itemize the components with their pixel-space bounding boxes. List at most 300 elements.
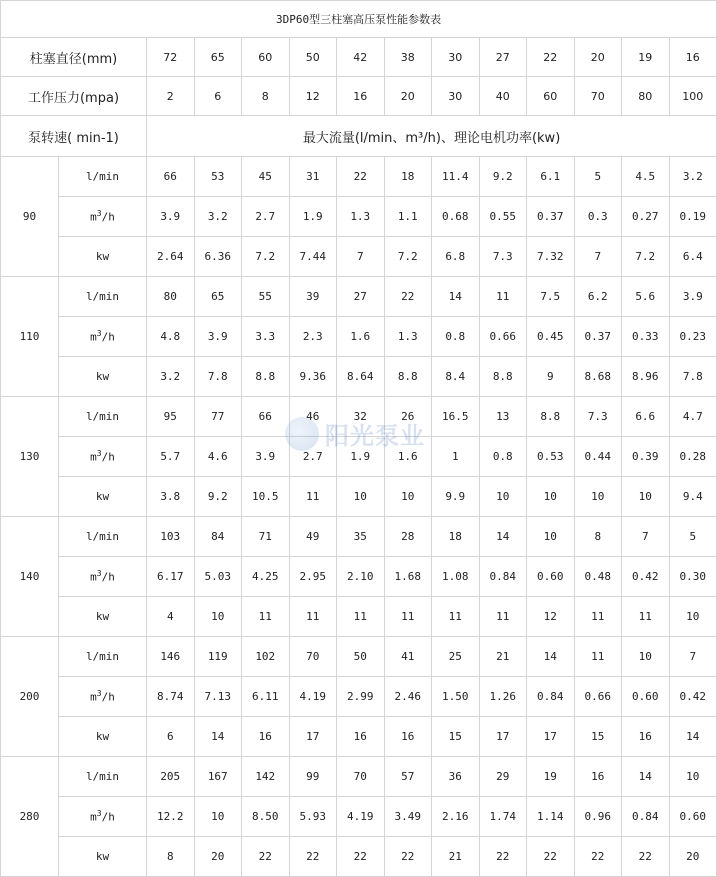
plunger-diameter-value: 50 [289,38,337,77]
table-cell: 21 [432,837,480,877]
table-cell: 11 [337,597,385,637]
table-cell: 3.9 [147,197,195,237]
table-cell: 0.66 [574,677,622,717]
table-cell: 8 [147,837,195,877]
table-cell: 11 [242,597,290,637]
unit-m3h-base: m [90,570,97,584]
table-cell: 10 [527,517,575,557]
working-pressure-value: 2 [147,77,195,116]
table-cell: 84 [194,517,242,557]
working-pressure-value: 100 [669,77,717,116]
table-cell: 8.8 [242,357,290,397]
table-cell: 11 [574,637,622,677]
table-cell: 50 [337,637,385,677]
table-cell: 7.3 [479,237,527,277]
table-cell: 7 [337,237,385,277]
unit-lmin: l/min [59,277,147,317]
table-row [1,797,717,837]
table-cell: 5.93 [289,797,337,837]
unit-m3h-base: m [90,690,97,704]
table-cell: 17 [527,717,575,757]
table-cell: 16 [242,717,290,757]
table-cell: 0.96 [574,797,622,837]
table-cell: 55 [242,277,290,317]
table-cell: 20 [669,837,717,877]
table-cell: 7 [622,517,670,557]
working-pressure-value: 40 [479,77,527,116]
table-cell: 10 [479,477,527,517]
table-cell: 0.19 [669,197,717,237]
table-cell: 11 [289,477,337,517]
unit-m3h [59,317,147,357]
table-cell: 3.9 [669,277,717,317]
plunger-diameter-value: 65 [194,38,242,77]
table-cell: 142 [242,757,290,797]
table-cell: 0.37 [574,317,622,357]
table-cell: 8.8 [527,397,575,437]
table-title: 3DP60型三柱塞高压泵性能参数表 [1,1,717,38]
pump-speed-value: 200 [1,637,59,757]
table-cell: 5.6 [622,277,670,317]
table-cell: 22 [527,837,575,877]
table-cell: 71 [242,517,290,557]
table-cell: 7.3 [574,397,622,437]
working-pressure-value: 16 [337,77,385,116]
table-row [1,557,717,597]
table-cell: 5.7 [147,437,195,477]
table-cell: 20 [194,837,242,877]
table-cell: 0.60 [527,557,575,597]
working-pressure-label: 工作压力(mpa) [1,77,147,116]
table-cell: 0.48 [574,557,622,597]
table-cell: 49 [289,517,337,557]
unit-kw: kw [59,477,147,517]
table-cell: 16 [622,717,670,757]
plunger-diameter-value: 27 [479,38,527,77]
table-cell: 6.4 [669,237,717,277]
table-cell: 0.3 [574,197,622,237]
table-cell: 0.84 [622,797,670,837]
table-row [1,357,717,397]
table-cell: 8.96 [622,357,670,397]
table-cell: 10.5 [242,477,290,517]
unit-m3h-tail: /h [101,210,115,224]
table-cell: 0.84 [527,677,575,717]
table-cell: 70 [289,637,337,677]
table-row [1,637,717,677]
unit-m3h-base: m [90,810,97,824]
table-cell: 2.10 [337,557,385,597]
table-cell: 0.55 [479,197,527,237]
table-cell: 3.9 [194,317,242,357]
table-cell: 3.2 [147,357,195,397]
table-cell: 10 [384,477,432,517]
unit-m3h [59,797,147,837]
table-cell: 5.03 [194,557,242,597]
table-cell: 8.64 [337,357,385,397]
table-cell: 12.2 [147,797,195,837]
table-cell: 2.95 [289,557,337,597]
table-cell: 8.50 [242,797,290,837]
unit-m3h [59,197,147,237]
table-cell: 10 [337,477,385,517]
table-cell: 53 [194,157,242,197]
table-cell: 99 [289,757,337,797]
table-cell: 8.8 [384,357,432,397]
table-cell: 35 [337,517,385,557]
table-cell: 6.8 [432,237,480,277]
table-row [1,317,717,357]
unit-m3h-tail: /h [101,450,115,464]
table-row [1,597,717,637]
table-cell: 0.60 [669,797,717,837]
table-cell: 14 [669,717,717,757]
table-cell: 1.26 [479,677,527,717]
table-cell: 0.8 [432,317,480,357]
table-cell: 29 [479,757,527,797]
table-cell: 8 [574,517,622,557]
table-cell: 0.27 [622,197,670,237]
table-row [1,837,717,877]
table-cell: 4.8 [147,317,195,357]
table-cell: 2.3 [289,317,337,357]
unit-m3h-sup: 3 [96,569,102,579]
unit-m3h-sup: 3 [96,329,102,339]
table-row [1,517,717,557]
unit-m3h-tail: /h [101,690,115,704]
table-row [1,237,717,277]
speed-header-row [1,116,717,157]
plunger-diameter-value: 72 [147,38,195,77]
table-cell: 0.60 [622,677,670,717]
table-cell: 1.68 [384,557,432,597]
table-cell: 77 [194,397,242,437]
table-cell: 11 [289,597,337,637]
table-cell: 3.2 [194,197,242,237]
table-cell: 1.6 [337,317,385,357]
table-cell: 7.13 [194,677,242,717]
table-cell: 4.7 [669,397,717,437]
working-pressure-value: 20 [384,77,432,116]
table-cell: 10 [622,477,670,517]
pump-speed-value: 110 [1,277,59,397]
table-cell: 6.1 [527,157,575,197]
table-row [1,717,717,757]
table-cell: 103 [147,517,195,557]
table-cell: 22 [622,837,670,877]
table-row [1,157,717,197]
table-cell: 2.7 [289,437,337,477]
table-cell: 10 [574,477,622,517]
working-pressure-value: 70 [574,77,622,116]
table-cell: 2.46 [384,677,432,717]
unit-m3h-sup: 3 [96,809,102,819]
unit-m3h-tail: /h [101,570,115,584]
table-cell: 1.9 [289,197,337,237]
working-pressure-value: 60 [527,77,575,116]
plunger-diameter-value: 20 [574,38,622,77]
unit-m3h [59,557,147,597]
table-cell: 22 [384,837,432,877]
table-cell: 10 [669,757,717,797]
table-cell: 16 [574,757,622,797]
unit-m3h-base: m [90,450,97,464]
unit-m3h-tail: /h [101,330,115,344]
table-cell: 7.2 [384,237,432,277]
table-cell: 22 [289,837,337,877]
table-cell: 22 [574,837,622,877]
pump-speed-value: 90 [1,157,59,277]
table-cell: 1 [432,437,480,477]
table-cell: 26 [384,397,432,437]
table-cell: 7 [574,237,622,277]
table-cell: 6.36 [194,237,242,277]
working-pressure-value: 12 [289,77,337,116]
table-cell: 0.53 [527,437,575,477]
working-pressure-value: 30 [432,77,480,116]
pump-speed-value: 130 [1,397,59,517]
table-cell: 1.9 [337,437,385,477]
table-cell: 70 [337,757,385,797]
table-cell: 66 [147,157,195,197]
working-pressure-row [1,77,717,116]
table-cell: 10 [669,597,717,637]
table-cell: 17 [289,717,337,757]
unit-m3h [59,437,147,477]
table-cell: 1.14 [527,797,575,837]
table-cell: 22 [242,837,290,877]
table-cell: 8.74 [147,677,195,717]
table-row [1,677,717,717]
plunger-diameter-value: 30 [432,38,480,77]
table-cell: 9.2 [194,477,242,517]
unit-m3h-sup: 3 [96,209,102,219]
table-cell: 28 [384,517,432,557]
table-cell: 1.3 [384,317,432,357]
table-cell: 27 [337,277,385,317]
table-body [1,1,717,877]
table-cell: 10 [622,637,670,677]
plunger-diameter-value: 42 [337,38,385,77]
table-cell: 14 [622,757,670,797]
table-cell: 36 [432,757,480,797]
table-cell: 31 [289,157,337,197]
table-cell: 14 [479,517,527,557]
table-row [1,197,717,237]
table-cell: 0.44 [574,437,622,477]
unit-kw: kw [59,717,147,757]
table-cell: 4.5 [622,157,670,197]
unit-kw: kw [59,237,147,277]
unit-lmin: l/min [59,397,147,437]
plunger-diameter-value: 19 [622,38,670,77]
table-cell: 146 [147,637,195,677]
table-cell: 80 [147,277,195,317]
table-cell: 0.45 [527,317,575,357]
table-cell: 14 [194,717,242,757]
table-cell: 7.2 [242,237,290,277]
table-cell: 1.6 [384,437,432,477]
unit-kw: kw [59,597,147,637]
table-cell: 6.17 [147,557,195,597]
table-cell: 102 [242,637,290,677]
plunger-diameter-value: 38 [384,38,432,77]
unit-m3h-sup: 3 [96,449,102,459]
table-cell: 10 [194,797,242,837]
table-cell: 46 [289,397,337,437]
table-cell: 9.2 [479,157,527,197]
table-cell: 3.9 [242,437,290,477]
table-cell: 25 [432,637,480,677]
table-cell: 7.5 [527,277,575,317]
pump-speed-value: 140 [1,517,59,637]
unit-lmin: l/min [59,757,147,797]
table-cell: 1.3 [337,197,385,237]
table-cell: 1.1 [384,197,432,237]
table-cell: 0.68 [432,197,480,237]
table-cell: 1.50 [432,677,480,717]
table-cell: 10 [194,597,242,637]
table-cell: 2.64 [147,237,195,277]
table-row [1,477,717,517]
watermark-text: 阳光泵业 [325,422,425,450]
table-cell: 22 [384,277,432,317]
table-cell: 6.6 [622,397,670,437]
table-cell: 0.28 [669,437,717,477]
table-cell: 57 [384,757,432,797]
unit-lmin: l/min [59,637,147,677]
table-cell: 0.8 [479,437,527,477]
table-cell: 18 [432,517,480,557]
table-cell: 4 [147,597,195,637]
table-cell: 9 [527,357,575,397]
working-pressure-value: 80 [622,77,670,116]
table-cell: 5 [669,517,717,557]
table-cell: 7.8 [669,357,717,397]
table-cell: 5 [574,157,622,197]
table-cell: 11 [432,597,480,637]
table-cell: 0.66 [479,317,527,357]
table-cell: 11.4 [432,157,480,197]
table-cell: 0.33 [622,317,670,357]
table-cell: 3.2 [669,157,717,197]
table-cell: 1.74 [479,797,527,837]
table-cell: 15 [574,717,622,757]
table-cell: 16 [384,717,432,757]
table-cell: 4.6 [194,437,242,477]
unit-m3h [59,677,147,717]
table-cell: 0.84 [479,557,527,597]
table-cell: 2.99 [337,677,385,717]
plunger-diameter-row [1,38,717,77]
working-pressure-value: 6 [194,77,242,116]
table-cell: 4.19 [337,797,385,837]
unit-m3h-base: m [90,330,97,344]
table-cell: 16.5 [432,397,480,437]
table-cell: 16 [337,717,385,757]
table-cell: 4.25 [242,557,290,597]
plunger-diameter-value: 22 [527,38,575,77]
table-cell: 9.4 [669,477,717,517]
flow-power-header: 最大流量(l/min、m³/h)、理论电机功率(kw) [147,116,717,157]
table-cell: 0.42 [669,677,717,717]
plunger-diameter-label: 柱塞直径(mm) [1,38,147,77]
table-cell: 8.4 [432,357,480,397]
table-cell: 205 [147,757,195,797]
plunger-diameter-value: 60 [242,38,290,77]
table-cell: 2.16 [432,797,480,837]
table-cell: 0.23 [669,317,717,357]
table-cell: 10 [527,477,575,517]
table-cell: 6.11 [242,677,290,717]
unit-lmin: l/min [59,157,147,197]
table-cell: 21 [479,637,527,677]
table-cell: 9.36 [289,357,337,397]
table-cell: 12 [527,597,575,637]
table-cell: 0.42 [622,557,670,597]
table-row [1,277,717,317]
table-cell: 14 [527,637,575,677]
table-cell: 41 [384,637,432,677]
table-cell: 4.19 [289,677,337,717]
unit-m3h-tail: /h [101,810,115,824]
table-cell: 19 [527,757,575,797]
table-cell: 22 [337,837,385,877]
table-cell: 11 [479,597,527,637]
table-cell: 1.08 [432,557,480,597]
table-cell: 9.9 [432,477,480,517]
table-cell: 65 [194,277,242,317]
table-cell: 8.68 [574,357,622,397]
table-cell: 2.7 [242,197,290,237]
table-row [1,397,717,437]
table-cell: 7.2 [622,237,670,277]
unit-lmin: l/min [59,517,147,557]
table-cell: 3.49 [384,797,432,837]
unit-m3h-sup: 3 [96,689,102,699]
unit-kw: kw [59,837,147,877]
table-cell: 0.37 [527,197,575,237]
table-cell: 22 [337,157,385,197]
working-pressure-value: 8 [242,77,290,116]
table-cell: 14 [432,277,480,317]
table-cell: 0.39 [622,437,670,477]
table-cell: 22 [479,837,527,877]
plunger-diameter-value: 16 [669,38,717,77]
table-cell: 39 [289,277,337,317]
table-cell: 45 [242,157,290,197]
table-cell: 7.44 [289,237,337,277]
table-cell: 0.30 [669,557,717,597]
table-cell: 7.8 [194,357,242,397]
table-cell: 3.8 [147,477,195,517]
table-cell: 6 [147,717,195,757]
table-cell: 95 [147,397,195,437]
table-row [1,757,717,797]
pump-speed-label: 泵转速( min-1) [1,116,147,157]
table-cell: 32 [337,397,385,437]
table-cell: 13 [479,397,527,437]
table-cell: 11 [384,597,432,637]
table-cell: 66 [242,397,290,437]
title-row [1,1,717,38]
table-cell: 6.2 [574,277,622,317]
table-cell: 167 [194,757,242,797]
pump-speed-value: 280 [1,757,59,877]
table-cell: 11 [479,277,527,317]
table-cell: 7 [669,637,717,677]
table-cell: 3.3 [242,317,290,357]
